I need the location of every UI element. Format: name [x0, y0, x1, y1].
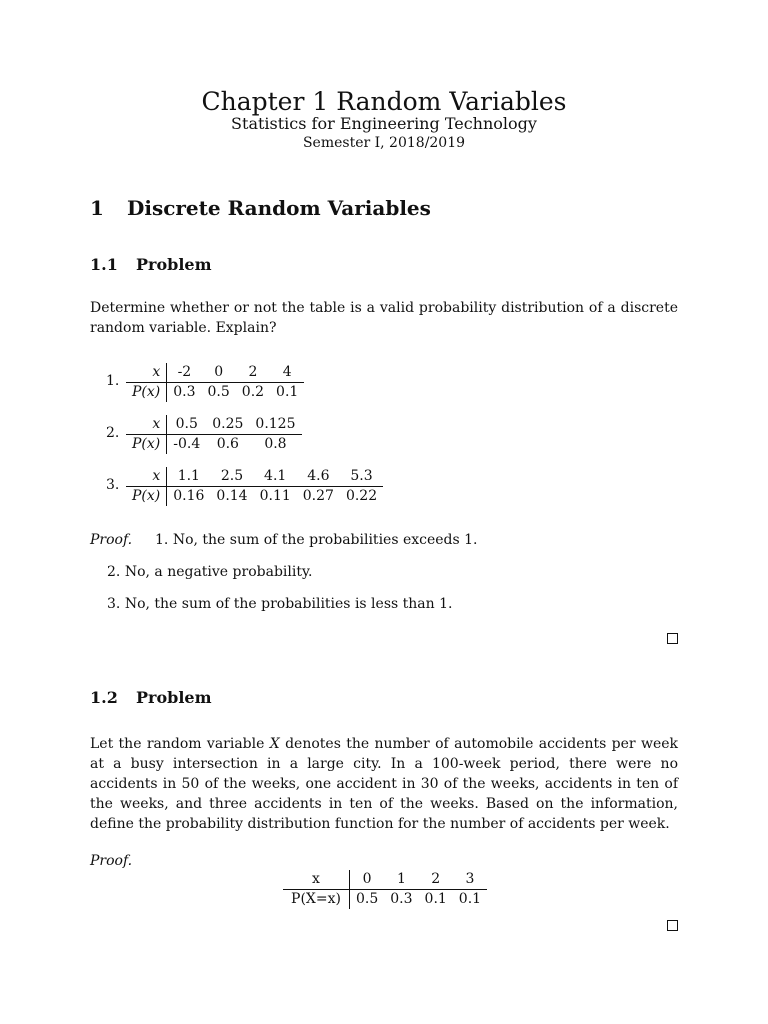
p-label: P(x) — [126, 435, 167, 455]
p-cell: 0.2 — [241, 384, 265, 400]
p-cell: 0.3 — [173, 384, 196, 400]
answer-number: 1. — [155, 532, 169, 548]
subsection-number: 1.1 — [90, 255, 118, 274]
p-cell: 0.8 — [264, 436, 287, 452]
document-title: Chapter 1 Random Variables — [201, 87, 567, 116]
x-cell: 3 — [453, 870, 487, 890]
x-cell: 2 — [236, 363, 270, 383]
probability-table-2 — [126, 415, 302, 454]
p-cell: 0.16 — [173, 488, 205, 504]
answer-number: 2. — [107, 564, 121, 580]
semester-line: Semester I, 2018/2019 — [302, 135, 466, 151]
x-cell: 0 — [350, 870, 385, 890]
x-label: x — [283, 870, 350, 890]
p-cell: 0.11 — [259, 488, 291, 504]
section-heading — [90, 196, 431, 220]
subsection-title: Problem — [136, 255, 212, 274]
answer-text: No, a negative probability. — [124, 564, 313, 580]
variable-x: X — [269, 736, 280, 752]
x-cell: 0.125 — [249, 415, 301, 435]
proof-answer-2 — [107, 564, 312, 580]
p-cell: 0.14 — [216, 488, 248, 504]
x-cell: 0 — [202, 363, 236, 383]
p-label: P(x) — [126, 383, 167, 403]
p-cell: 0.1 — [458, 891, 482, 907]
problem-1-1-text: Determine whether or not the table is a valid probability distribution of a discrete random variable. Explain? — [90, 300, 678, 336]
x-label: x — [126, 415, 167, 435]
x-cell: 2 — [419, 870, 453, 890]
subsection-heading-1-2 — [90, 688, 212, 707]
x-cell: 4 — [270, 363, 304, 383]
answer-text: No, the sum of the probabilities is less than 1. — [124, 596, 453, 612]
p-cell: 0.3 — [390, 891, 413, 907]
qed-square-icon — [667, 920, 678, 931]
p-cell: 0.1 — [424, 891, 447, 907]
problem-1-2-text — [90, 734, 678, 834]
p-cell: 0.22 — [345, 488, 378, 504]
p-cell: 0.27 — [302, 488, 334, 504]
answer-number: 3. — [107, 596, 121, 612]
x-cell: -2 — [167, 363, 202, 383]
proof-label: Proof. — [90, 853, 133, 869]
probability-table-accidents — [283, 870, 487, 909]
x-cell: 2.5 — [210, 467, 253, 487]
x-cell: 1 — [384, 870, 418, 890]
p-cell: 0.5 — [356, 891, 379, 907]
p-cell: -0.4 — [173, 436, 201, 452]
probability-table-3 — [126, 467, 383, 506]
p-cell: 0.6 — [216, 436, 239, 452]
x-cell: 0.5 — [167, 415, 207, 435]
proof-block-1 — [90, 532, 478, 548]
qed-square-icon — [667, 633, 678, 644]
p-cell: 0.1 — [276, 384, 299, 400]
x-label: x — [126, 467, 167, 487]
answer-text: No, the sum of the probabilities exceeds 1. — [172, 532, 478, 548]
proof-answer-3 — [107, 596, 452, 612]
enum-label: 1. — [106, 373, 120, 389]
text-segment: Let the random variable — [90, 736, 270, 752]
x-cell: 0.25 — [206, 415, 249, 435]
x-cell: 4.1 — [254, 467, 297, 487]
probability-table-1 — [126, 363, 304, 402]
x-label: x — [126, 363, 167, 383]
p-label: P(X=x) — [283, 890, 350, 910]
proof-label: Proof. — [90, 532, 133, 548]
subsection-number: 1.2 — [90, 688, 118, 707]
enum-label: 2. — [106, 425, 120, 441]
x-cell: 4.6 — [297, 467, 340, 487]
p-label: P(x) — [126, 487, 167, 507]
document-subtitle: Statistics for Engineering Technology — [231, 114, 537, 133]
subsection-heading-1-1 — [90, 255, 212, 274]
x-cell: 5.3 — [340, 467, 383, 487]
section-number: 1 — [90, 196, 104, 220]
p-cell: 0.5 — [207, 384, 230, 400]
enum-label: 3. — [106, 477, 120, 493]
subsection-title: Problem — [136, 688, 212, 707]
section-title: Discrete Random Variables — [127, 196, 431, 220]
text-segment: denotes the number of automobile accidents per week at a busy intersection in a large city. In a 100-week period, there were no accidents in 50 of the weeks, one accident in 30 of the weeks, accidents in ten of the weeks, and three accidents in ten of the weeks. Based on the information, define the probability distribution function for the number of accidents per week. — [90, 736, 678, 832]
x-cell: 1.1 — [167, 467, 211, 487]
